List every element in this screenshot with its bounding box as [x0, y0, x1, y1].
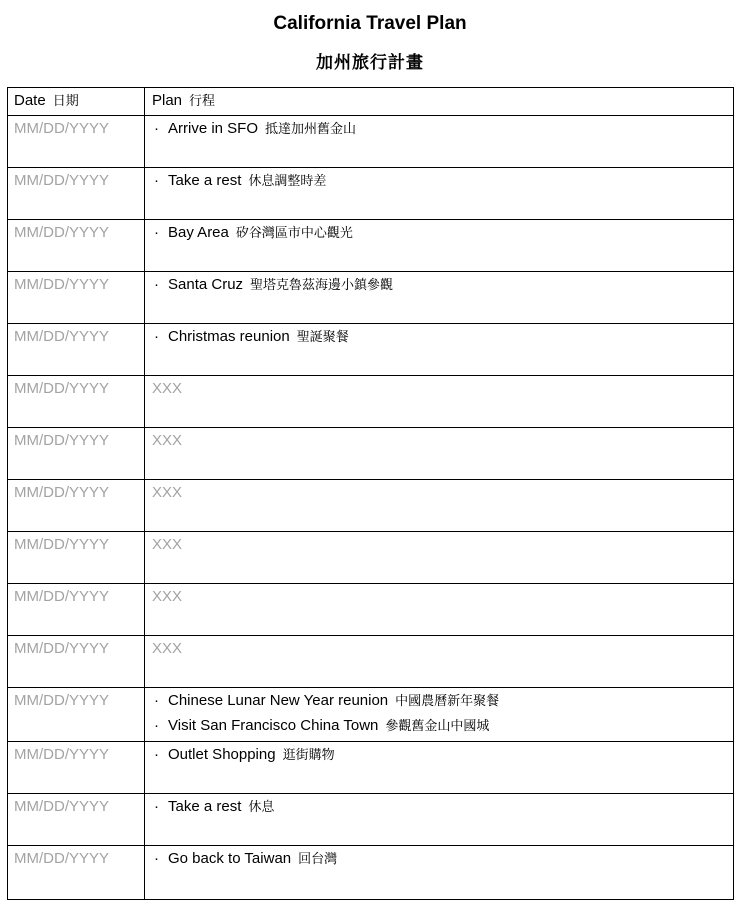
table-row	[8, 794, 734, 846]
plan-cell	[145, 846, 734, 900]
table-row	[8, 688, 734, 742]
date-cell: MM/DD/YYYY	[8, 376, 145, 428]
date-cell: MM/DD/YYYY	[8, 636, 145, 688]
plan-column-header	[145, 88, 734, 116]
plan-placeholder: XXX	[145, 428, 734, 480]
plan-placeholder: XXX	[145, 480, 734, 532]
date-cell: MM/DD/YYYY	[8, 168, 145, 220]
plan-item-zh: 矽谷灣區市中心觀光	[235, 226, 353, 241]
date-column-header	[8, 88, 145, 116]
table-row	[8, 742, 734, 794]
plan-item-zh: 中國農曆新年聚餐	[395, 694, 500, 709]
plan-item	[154, 223, 733, 248]
table-row	[8, 116, 734, 168]
date-cell: MM/DD/YYYY	[8, 794, 145, 846]
plan-item-zh: 聖塔克魯茲海邊小鎮參觀	[250, 278, 394, 293]
table-row	[8, 220, 734, 272]
table-row	[8, 376, 734, 428]
plan-item	[154, 691, 733, 716]
plan-item-en: Take a rest	[168, 172, 242, 189]
plan-item-zh: 抵達加州舊金山	[265, 122, 357, 137]
date-cell: MM/DD/YYYY	[8, 688, 145, 742]
table-row	[8, 324, 734, 376]
bullet: ·	[154, 120, 159, 137]
plan-item-zh: 參觀舊金山中國城	[385, 719, 490, 734]
plan-item-zh: 休息	[248, 800, 275, 815]
plan-item-zh: 聖誕聚餐	[296, 330, 349, 345]
plan-item-zh: 休息調整時差	[248, 174, 327, 189]
travel-plan-table	[7, 87, 734, 900]
bullet: ·	[154, 798, 159, 815]
plan-item-zh: 逛街購物	[282, 748, 335, 763]
plan-placeholder: XXX	[145, 584, 734, 636]
bullet: ·	[154, 692, 159, 709]
plan-item	[154, 275, 733, 300]
plan-header-zh: 行程	[189, 94, 216, 109]
date-cell: MM/DD/YYYY	[8, 584, 145, 636]
date-cell: MM/DD/YYYY	[8, 272, 145, 324]
date-cell: MM/DD/YYYY	[8, 480, 145, 532]
plan-item-en: Chinese Lunar New Year reunion	[168, 692, 389, 709]
plan-header-en: Plan	[152, 92, 183, 109]
date-cell: MM/DD/YYYY	[8, 324, 145, 376]
plan-item	[154, 797, 733, 822]
date-cell: MM/DD/YYYY	[8, 846, 145, 900]
table-row	[8, 272, 734, 324]
table-row	[8, 428, 734, 480]
date-cell: MM/DD/YYYY	[8, 532, 145, 584]
bullet: ·	[154, 717, 159, 734]
plan-item-en: Arrive in SFO	[168, 120, 259, 137]
plan-cell	[145, 324, 734, 376]
plan-item	[154, 327, 733, 352]
date-cell: MM/DD/YYYY	[8, 428, 145, 480]
bullet: ·	[154, 746, 159, 763]
plan-item	[154, 745, 733, 770]
date-cell: MM/DD/YYYY	[8, 116, 145, 168]
plan-placeholder: XXX	[145, 376, 734, 428]
table-row	[8, 636, 734, 688]
bullet: ·	[154, 172, 159, 189]
plan-item	[154, 171, 733, 196]
plan-cell	[145, 168, 734, 220]
document-title: California Travel Plan	[273, 13, 467, 34]
bullet: ·	[154, 850, 159, 867]
table-row	[8, 168, 734, 220]
plan-item	[154, 119, 733, 144]
plan-item-en: Christmas reunion	[168, 328, 290, 345]
date-cell: MM/DD/YYYY	[8, 220, 145, 272]
table-row	[8, 846, 734, 900]
bullet: ·	[154, 224, 159, 241]
plan-cell	[145, 116, 734, 168]
table-row	[8, 532, 734, 584]
plan-cell	[145, 742, 734, 794]
document-subtitle: 加州旅行計畫	[316, 53, 424, 73]
plan-cell	[145, 794, 734, 846]
date-cell: MM/DD/YYYY	[8, 742, 145, 794]
date-header-zh: 日期	[52, 94, 79, 109]
plan-item-en: Take a rest	[168, 798, 242, 815]
plan-item-en: Go back to Taiwan	[168, 850, 292, 867]
plan-cell	[145, 688, 734, 742]
plan-item	[154, 849, 733, 874]
plan-item-en: Santa Cruz	[168, 276, 244, 293]
plan-item	[154, 716, 733, 741]
table-row	[8, 584, 734, 636]
plan-placeholder: XXX	[145, 636, 734, 688]
table-header-row	[8, 88, 734, 116]
bullet: ·	[154, 328, 159, 345]
plan-item-zh: 回台灣	[298, 852, 338, 867]
bullet: ·	[154, 276, 159, 293]
table-row	[8, 480, 734, 532]
plan-placeholder: XXX	[145, 532, 734, 584]
plan-cell	[145, 220, 734, 272]
date-header-en: Date	[14, 92, 46, 109]
plan-cell	[145, 272, 734, 324]
plan-item-en: Outlet Shopping	[168, 746, 276, 763]
plan-item-en: Bay Area	[168, 224, 229, 241]
plan-item-en: Visit San Francisco China Town	[168, 717, 379, 734]
